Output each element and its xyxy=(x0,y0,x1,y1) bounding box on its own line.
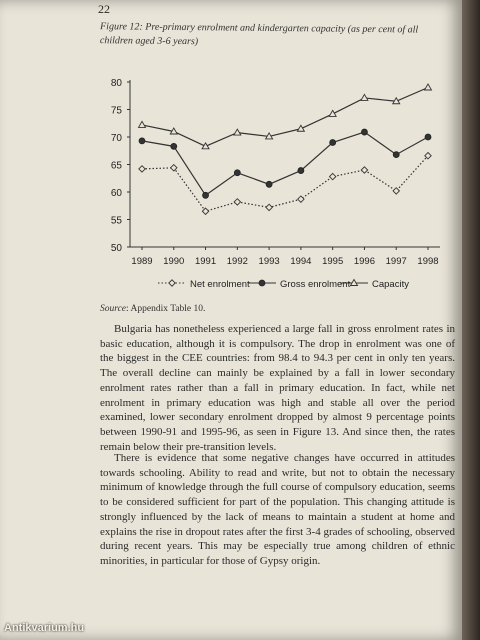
data-point-series-3 xyxy=(139,121,146,127)
paragraph-2-text: There is evidence that some negative changes have occurred in attitudes towards schooling. Ability to read and write, but not to obtain the necessary minimum of knowledge through the full course of compulsory education, seems to be considered sufficient for part of the population. This changing attitude is strongly influenced by the lack of means to maintain a student at home and explains the rise in dropout rates after the first 3-4 grades of schooling, observed during recent years. This may be especially true among children of ethnic minorities, in particular for those of Gypsy origin. xyxy=(100,452,455,567)
y-tick-label: 55 xyxy=(110,215,122,227)
x-tick-label: 1997 xyxy=(385,256,407,267)
data-point-series-1 xyxy=(234,199,240,205)
y-tick-label: 65 xyxy=(110,160,122,172)
data-point-series-1 xyxy=(329,173,335,179)
data-point-series-1 xyxy=(393,188,399,194)
source-text: : Appendix Table 10. xyxy=(126,304,206,314)
paragraph-2 xyxy=(100,451,455,569)
data-point-series-2 xyxy=(266,181,272,187)
x-tick-label: 1993 xyxy=(258,256,280,267)
x-tick-label: 1996 xyxy=(353,256,376,267)
data-point-series-1 xyxy=(425,153,431,159)
legend-label-3: Capacity xyxy=(372,279,409,290)
data-point-series-2 xyxy=(298,168,304,174)
data-point-series-3 xyxy=(361,94,368,100)
legend-label-2: Gross enrolment xyxy=(280,279,351,290)
data-point-series-2 xyxy=(393,152,399,158)
data-point-series-3 xyxy=(329,110,336,116)
paragraph-1 xyxy=(100,322,455,454)
x-tick-label: 1989 xyxy=(131,256,153,267)
y-tick-label: 70 xyxy=(110,133,122,144)
data-point-series-1 xyxy=(266,204,272,210)
data-point-series-1 xyxy=(139,166,145,172)
source-label: Source xyxy=(100,304,127,314)
legend-marker-2 xyxy=(259,280,265,286)
data-point-series-1 xyxy=(361,167,367,173)
y-tick-label: 50 xyxy=(110,243,122,254)
data-point-series-1 xyxy=(202,208,208,214)
x-tick-label: 1991 xyxy=(194,256,217,267)
x-tick-label: 1995 xyxy=(322,256,344,267)
paragraph-1-text: Bulgaria has nonetheless experienced a large fall in gross enrolment rates in basic education, although it is compulsory. The drop in enrolment was one of the biggest in the CEE countries: from 98.4 to 94.3 per cent in only ten years. The overall decline can mainly be explained by a fall in lower secondary enrolment rates rather than a fall in primary education. In fact, while net enrolment in primary education was high and stable all over the period examined, lower secondary enrolment dropped by almost 9 percentage points between 1990-91 and 1995-96, as seen in Figure 13. And since then, the rates remain below their pre-transition levels. xyxy=(100,323,455,453)
figure-caption: Figure 12: Pre-primary enrolment and kindergarten capacity (as per cent of all children aged 3-6 years) xyxy=(99,21,419,48)
y-tick-label: 80 xyxy=(110,78,122,89)
y-tick-label: 60 xyxy=(110,188,122,199)
legend-marker-1 xyxy=(169,280,175,286)
series-line-2 xyxy=(142,132,428,195)
x-tick-label: 1994 xyxy=(290,256,312,267)
data-point-series-2 xyxy=(139,138,145,144)
series-line-3 xyxy=(142,88,428,147)
figure-source xyxy=(100,304,205,314)
data-point-series-2 xyxy=(330,140,336,146)
x-tick-label: 1998 xyxy=(417,256,439,267)
legend-label-1: Net enrolment xyxy=(190,279,250,290)
data-point-series-1 xyxy=(171,165,177,171)
y-tick-label: 75 xyxy=(110,105,122,117)
data-point-series-2 xyxy=(234,170,240,176)
data-point-series-2 xyxy=(171,143,177,149)
page-number: 22 xyxy=(98,2,110,16)
data-point-series-2 xyxy=(425,134,431,140)
data-point-series-3 xyxy=(425,84,432,90)
data-point-series-2 xyxy=(203,192,209,198)
enrolment-line-chart xyxy=(0,0,480,300)
data-point-series-3 xyxy=(234,129,241,135)
data-point-series-2 xyxy=(361,129,367,135)
x-tick-label: 1990 xyxy=(163,256,185,267)
x-tick-label: 1992 xyxy=(226,256,248,267)
watermark: Antikvarium.hu xyxy=(4,622,85,634)
